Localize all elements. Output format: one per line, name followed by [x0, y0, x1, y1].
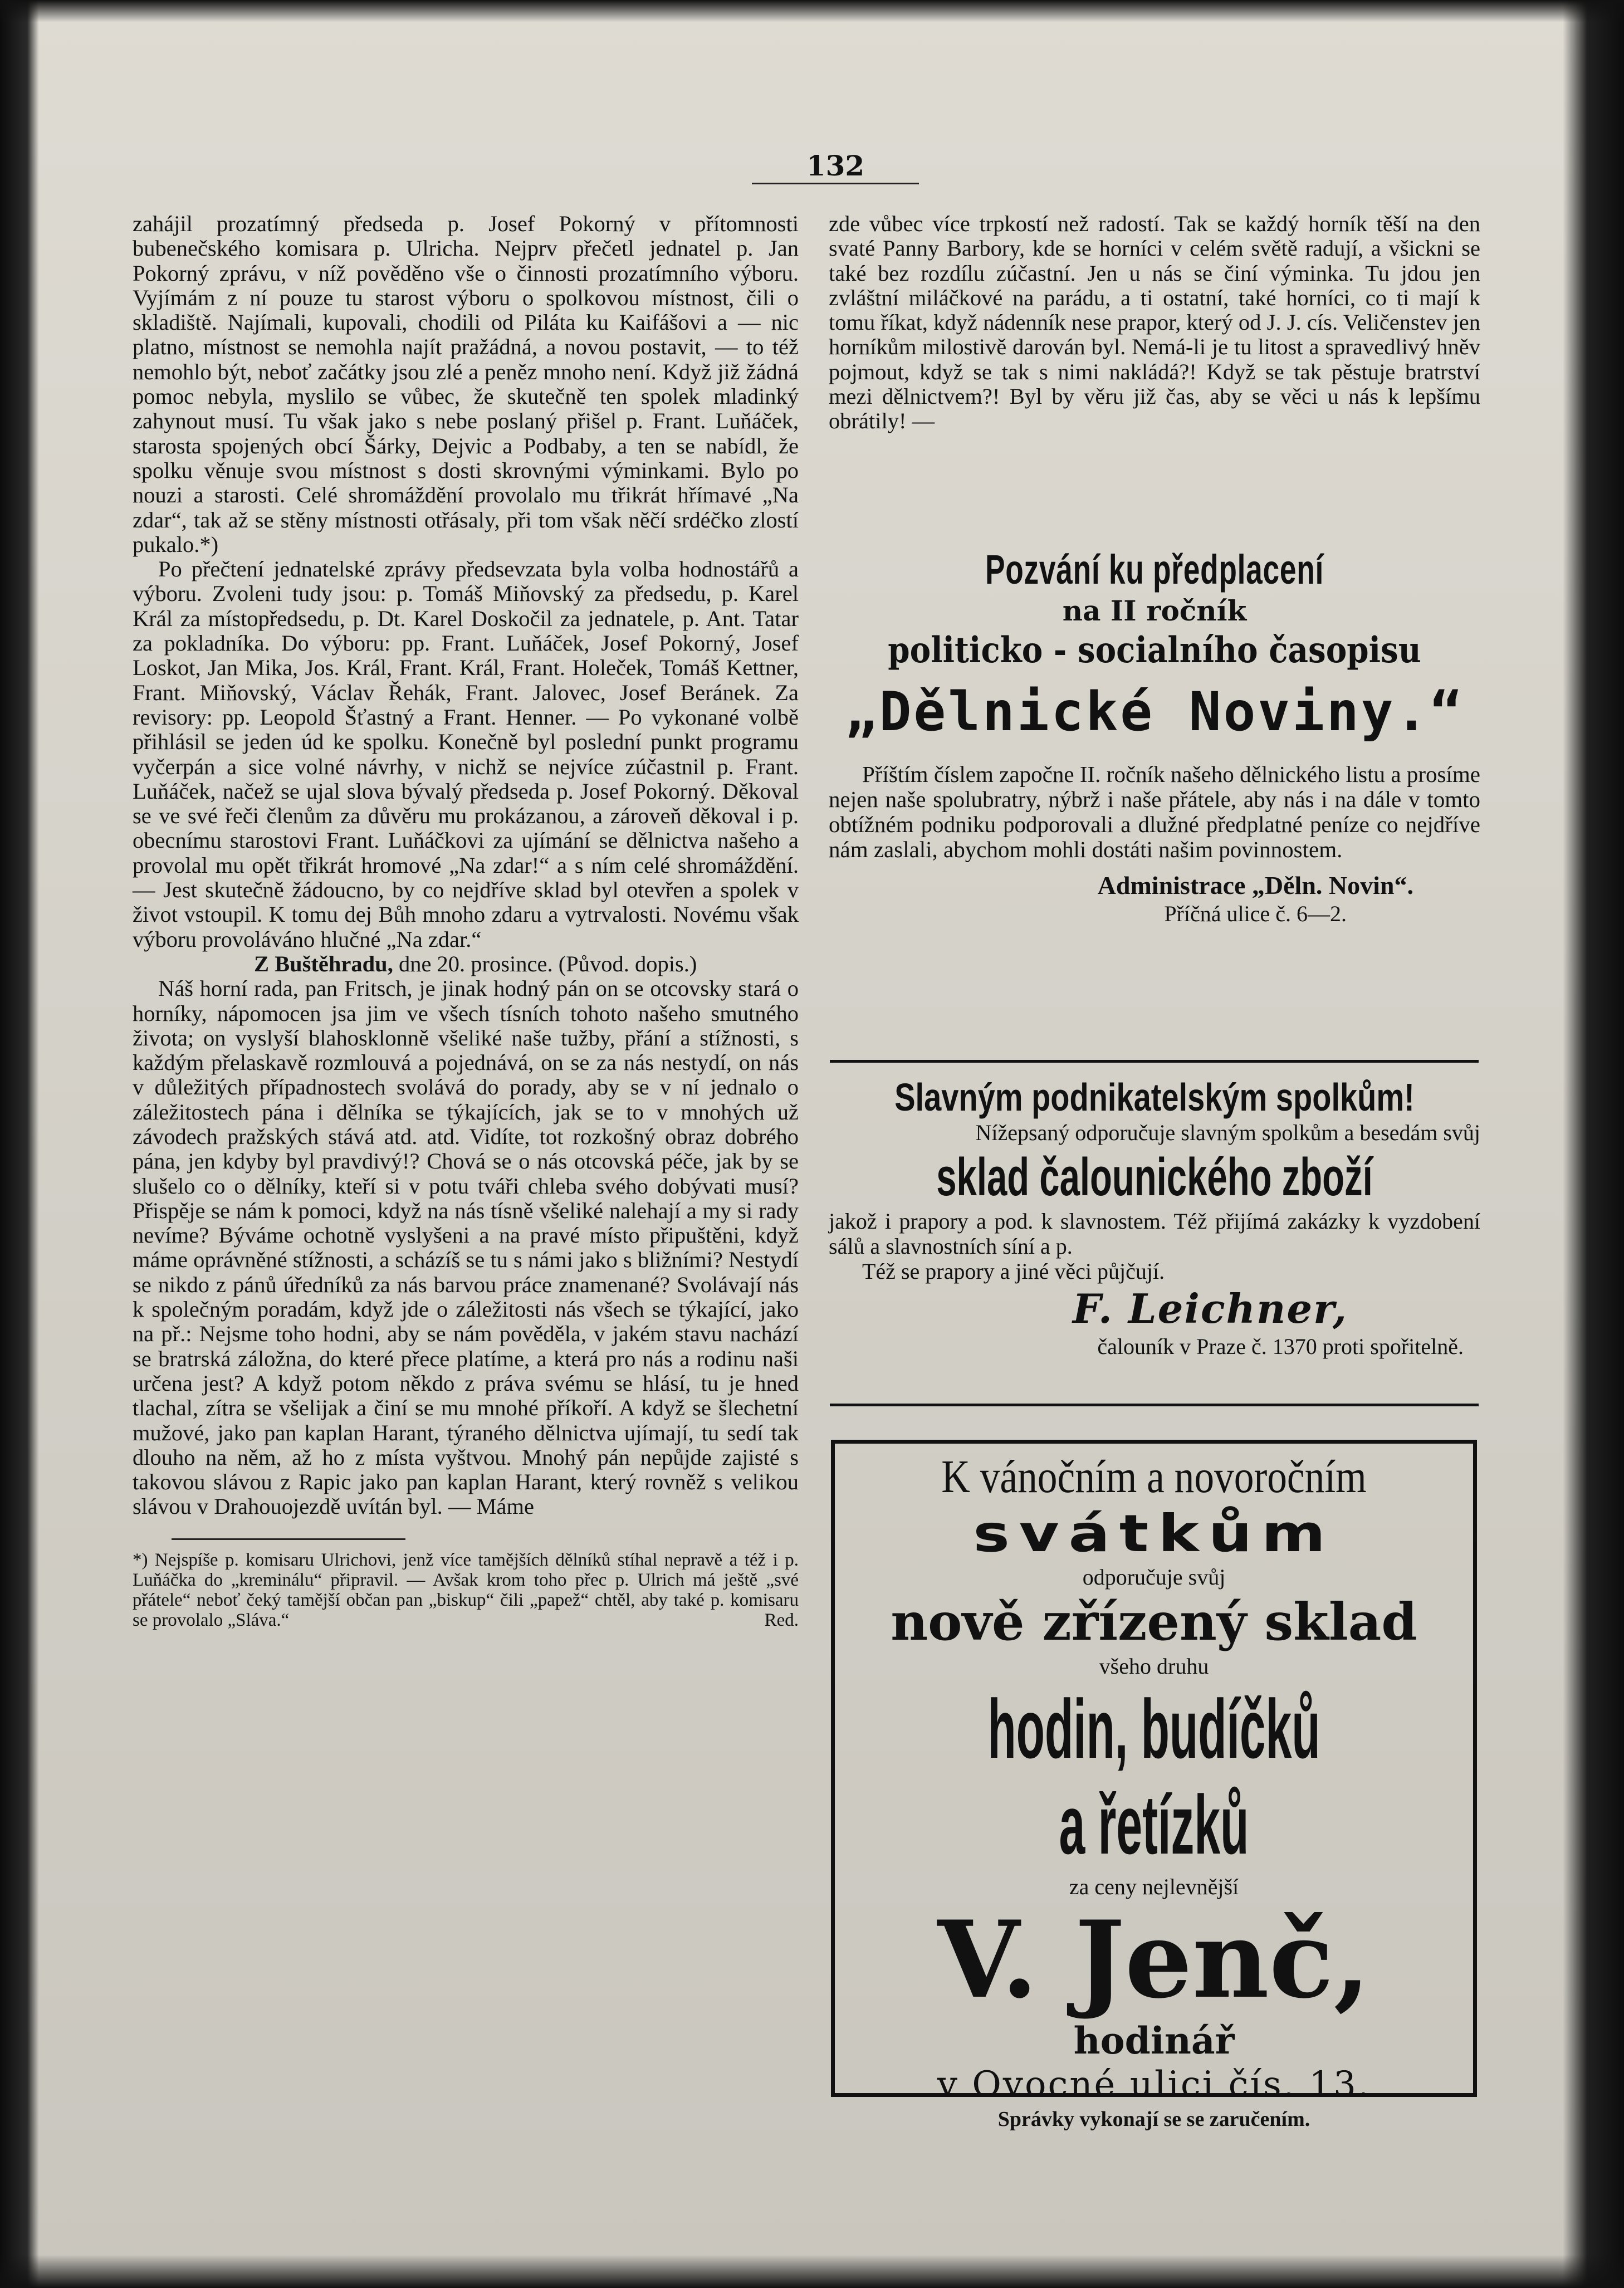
ad-subscription-volume: na II ročník: [1062, 594, 1247, 627]
ad-watchmaker: [831, 1440, 1477, 2131]
ad-subscription-address: Příčná ulice č. 6—2.: [1164, 901, 1347, 926]
ad-separator-2: [830, 1404, 1479, 1406]
ad-subscription: [829, 546, 1480, 927]
ad-watchmaker-profession: hodinář: [1073, 2019, 1235, 2062]
ad-upholstery-body-2: Též se prapory a jiné věci půjčují.: [862, 1259, 1165, 1284]
footnote-rule: [172, 1538, 405, 1540]
footnote-text: *) Nejspíše p. komisaru Ulrichovi, jenž více tamějších dělníků stíhal nepravě a též i p. Luňáčka do „kreminálu“ připravil. — Avšak krom toho přec p. Ulrich má ještě „své přátele“ neboť čeký tamější občan pan „biskup“ čili „papež“ chtěl, aby také p. komisaru se provolalo „Sláva.“: [133, 1549, 799, 1630]
ad-watchmaker-prices: za ceny nejlevnější: [1069, 1874, 1239, 1899]
right-column: [829, 212, 1480, 434]
ad-watchmaker-repairs: Správky vykonají se se zaručením.: [997, 2108, 1310, 2131]
ad-watchmaker-address: v Ovocné ulici čís. 13.: [937, 2064, 1371, 2105]
ad-watchmaker-recommends: odporučuje svůj: [1082, 1565, 1226, 1590]
ad-watchmaker-products: hodin, budíčků a řetízků: [987, 1682, 1320, 1871]
ad-separator: [830, 1060, 1479, 1063]
dateline-place: Z Buštěhradu,: [254, 951, 393, 976]
ad-watchmaker-all-kinds: všeho druhu: [1099, 1654, 1209, 1679]
footnote-signature: Red.: [764, 1610, 799, 1630]
ad-subscription-newspaper-name: „Dělnické Noviny.“: [844, 681, 1465, 743]
ad-upholstery: [829, 1075, 1480, 1360]
article-paragraph-1: zahájil prozatímný předseda p. Josef Pokorný v přítomnosti bubenečského komisara p. Ulricha. Nejprv přečetl jednatel p. Jan Pokorný zprávu, v níž pověděno vše o činnosti prozatímního výboru. Vyjímám z ní pouze tu starost výboru o spolkovou místnost, čili o skladiště. Najímali, kupovali, chodili od Piláta ku Kaifášovi a — nic platno, místnost se nemohla najít pražádná, a novou postavit, — to též nemohlo být, neboť začátky jsou zlé a peněz mnoho není. Když již žádná pomoc nebyla, myslilo se vůbec, že skutečně ten spolek mladinký zahynout musí. Tu však jako s nebe poslaný přišel p. Frant. Luňáček, starosta spojených obcí Šárky, Dejvic a Podbaby, a ten se nabídl, že spolku věnuje svou místnost s dosti skrovnými výminkami. Bylo po nouzi a starosti. Celé shromáždění provolalo mu třikrát hřímavé „Na zdar“, tak až se stěny místnosti otřásaly, při tom však něčí srdéčko zlostí pukalo.*): [133, 211, 799, 557]
ad-upholstery-body: jakož i prapory a pod. k slavnostem. Též přijímá zakázky k vyzdobení sálů a slavnostních síní a p.: [829, 1209, 1480, 1259]
ad-subscription-signature: Administrace „Děln. Novin“.: [1097, 871, 1413, 899]
page-number-rule: [752, 183, 919, 184]
ad-subscription-kind: politicko - socialního časopisu: [888, 629, 1421, 671]
footnote: [133, 1550, 799, 1630]
dateline-date: dne 20. prosince. (Původ. dopis.): [398, 951, 697, 976]
article-paragraph-3: Náš horní rada, pan Fritsch, je jinak hodný pán on se otcovsky stará o horníky, nápomocen jsa jim ve všech tísních tohoto našeho smutného života; on vyslyší blahosklonně všeliké naše tužby, přání a stížnosti, s každým přelaskavě rozmlouvá a pojednává, on se za nás nestydí, on nás v důležitých případnostech svolává do porady, aby se v ní jednalo o záležitostech pána i dělníka se týkajících, jak se to v mnohých už závodech pražských stává atd. atd. Vidíte, tot rozkošný obraz dobrého pána, jen kdyby byl pravdivý!? Chová se o nás otcovská péče, jak by se slušelo co o dělníky, kteří si v potu tváři chleba svého dobývati musí? Přispěje se nám k pomoci, když na nás tísně všeliké nalehají a my si rady nevíme? Býváme ochotně vyslyšeni a na pravé místo připuštěni, když máme oprávněné stížnosti, a scházíš se tu s námi jako s bližními? Nestydí se nikdo z pánů úředníků za nás barvou práce znamenané? Svolávají nás k společným poradám, když jde o záležitosti nás všech se týkající, jako na př.: Nejsme toho hodni, aby se nám pověděla, v jakém stavu nachází se bratrská záložna, do které přece platíme, a která pro nás a rodinu naši určena jest? A když potom někdo z práva svému se hlásí, tu je hned tlachal, zítra se všelijak a činí se mu mnohé příkoří. A když se šlechetní mužové, jako pan kaplan Harant, týraného dělnictva ujímají, tu sedí tak dlouho na něm, až ho z místa vyštvou. Mnohý pán nepůjde zajisté s takovou slávou z Rapic jako pan kaplan Harant, který rovněž s velikou slávou v Drahouojezdě uvítán byl. — Máme: [133, 976, 799, 1519]
scan-border-right: [1563, 0, 1624, 2288]
ad-upholstery-signature: F. Leichner,: [1073, 1285, 1348, 1332]
article-paragraph-2: Po přečtení jednatelské zprávy předsevzata byla volba hodnostářů a výboru. Zvoleni tudy jsou: p. Tomáš Miňovský za předsedu, p. Karel Král za místopředsedu, p. Dt. Karel Doskočil za jednatele, p. Ant. Tatar za pokladníka. Do výboru: pp. Frant. Luňáček, Josef Pokorný, Josef Loskot, Jan Mika, Jos. Král, Frant. Král, Frant. Holeček, Tomáš Kettner, Frant. Miňovský, Václav Řehák, Frant. Jalovec, Josef Beránek. Za revisory: pp. Leopold Šťastný a Frant. Henner. — Po vykonané volbě přihlásil se jeden úd ke spolku. Konečně byl poslední punkt programu vyčerpán a sice volné návrhy, v nichž se nejvíce zúčastnil p. Frant. Luňáček, načež se ujal slova bývalý předseda p. Josef Pokorný. Děkoval se ve své řeči členům za důvěru mu prokázanou, a zároveň děkoval i p. obecnímu starostovi Frant. Luňáčkovi za ujímání se dělnictva našeho a provolal mu opět třikrát hromové „Na zdar!“ a s ním celé shromáždění. — Jest skutečně žádoucno, by co nejdříve sklad byl otevřen a spolek v život vstoupil. K tomu dej Bůh mnoho zdaru a vytrvalosti. Novému však výboru provoláváno hlučné „Na zdar.“: [133, 556, 799, 952]
ad-upholstery-address: čalouník v Praze č. 1370 proti spořitelně.: [1097, 1334, 1464, 1359]
article-continuation: zde vůbec více trpkostí než radostí. Tak se každý horník těší na den svaté Panny Barbory, kde se horníci v celém světě radují, a všickni se také bez rozdílu zúčastní. Jen u nás se činí výminka. Tu jdou jen zvláštní miláčkové na parádu, a ti ostatní, také horníci, co ti mají k tomu říkat, když nádenník nese prapor, který od J. J. cís. Veličenstev jen horníkům milostivě darován byl. Nemá-li je tu litost a spravedlivý hněv pojmout, když se tak s nimi nakládá?! Když se tak pěstuje bratrství mezi dělnictvem?! Byl by věru již čas, aby se věci u nás k lepšímu obrátily! —: [829, 211, 1480, 434]
ad-upholstery-subtitle: Nížepsaný odporučuje slavným spolkům a besedám svůj: [975, 1120, 1480, 1145]
ad-upholstery-title: Slavným podnikatelským spolkům!: [894, 1075, 1415, 1119]
ad-watchmaker-holidays: svátkům: [973, 1504, 1335, 1563]
left-column: [133, 212, 799, 1630]
ad-watchmaker-name: V. Jenč,: [937, 1898, 1371, 2022]
ad-watchmaker-line-1: K vánočním a novoročním: [941, 1451, 1367, 1503]
ad-watchmaker-new-store: nově zřízený sklad: [891, 1592, 1417, 1652]
scan-border-bottom: [0, 2255, 1624, 2288]
dateline: [133, 952, 799, 976]
page-number: 132: [806, 149, 865, 182]
scan-border-top: [0, 0, 1624, 22]
ad-subscription-body: Příštím číslem započne II. ročník našeho dělnického listu a prosíme nejen naše spolubratry, nýbrž i naše přátele, aby nás i na dále v tomto obtížném podniku podporovali a dlužné předplatné peníze co nejdříve nám zaslali, abychom mohli dostáti našim povinnostem.: [829, 761, 1480, 862]
ad-upholstery-headline: sklad čalounického zboží: [936, 1147, 1373, 1207]
ad-subscription-title: Pozvání ku předplacení: [985, 546, 1324, 593]
scan-border-left: [0, 0, 39, 2288]
